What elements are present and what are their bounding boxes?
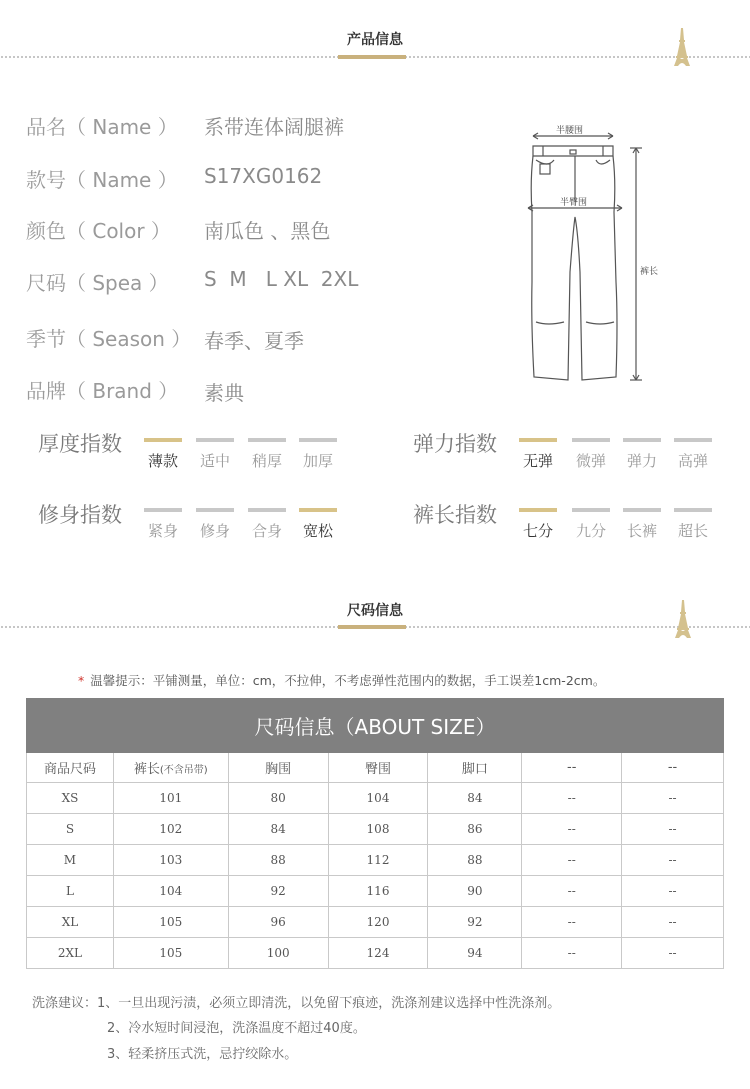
option-label: 薄款 (147, 452, 178, 470)
pants-diagram (518, 122, 678, 392)
option-label: 微弹 (575, 452, 606, 470)
option-label: 超长 (677, 522, 708, 540)
info-value-brand: 素典 (204, 381, 244, 405)
table-cell: -- (622, 938, 724, 969)
table-cell: -- (522, 907, 622, 938)
col-header-note: (不含吊带) (159, 765, 208, 776)
table-cell: 105 (113, 938, 228, 969)
table-row (27, 814, 724, 845)
table-row (27, 907, 724, 938)
info-value-season: 春季、夏季 (204, 329, 304, 353)
option-bar (248, 508, 286, 512)
table-cell: 2XL (27, 938, 114, 969)
option-bar (196, 438, 234, 442)
info-label-size: 尺码（ Spea ） (26, 271, 169, 295)
table-row (27, 876, 724, 907)
option-bar (196, 508, 234, 512)
index-option (622, 508, 662, 541)
index-option (195, 508, 235, 541)
index-title: 修身指数 (38, 503, 122, 527)
table-cell: 103 (113, 845, 228, 876)
index-option (622, 438, 662, 471)
option-label: 弹力 (626, 452, 657, 470)
length-label: 裤长 (640, 267, 659, 277)
table-cell: 86 (428, 814, 522, 845)
index-option (298, 508, 338, 541)
index-option (673, 438, 713, 471)
option-bar (623, 508, 661, 512)
col-header: 商品尺码 (27, 753, 114, 783)
option-bar (519, 508, 557, 512)
option-label: 适中 (199, 452, 230, 470)
gold-underline (338, 55, 406, 59)
index-option (143, 508, 183, 541)
index-title: 裤长指数 (413, 503, 497, 527)
table-cell: L (27, 876, 114, 907)
notice-text: 温馨提示：平铺测量，单位：cm，不拉伸，不考虑弹性范围内的数据，手工误差1cm-2cm。 (90, 673, 606, 688)
option-label: 长裤 (626, 522, 657, 540)
table-cell: 104 (328, 783, 428, 814)
col-header: -- (522, 753, 622, 783)
option-label: 稍厚 (251, 452, 282, 470)
index-option (143, 438, 183, 471)
table-cell: 84 (228, 814, 328, 845)
option-label: 紧身 (147, 522, 178, 540)
option-bar (674, 438, 712, 442)
option-label: 修身 (199, 522, 230, 540)
table-cell: 96 (228, 907, 328, 938)
table-title-row (27, 699, 724, 753)
index-title: 厚度指数 (38, 432, 122, 456)
option-bar (144, 508, 182, 512)
table-cell: 112 (328, 845, 428, 876)
info-value-name: 系带连体阔腿裤 (204, 115, 344, 139)
option-bar (674, 508, 712, 512)
option-bar (299, 438, 337, 442)
gold-underline (338, 625, 406, 629)
table-cell: 100 (228, 938, 328, 969)
index-option (571, 438, 611, 471)
info-value-style: S17XG0162 (204, 164, 323, 188)
col-header: -- (622, 753, 724, 783)
option-label: 七分 (522, 522, 553, 540)
index-option (571, 508, 611, 541)
table-cell: 92 (228, 876, 328, 907)
option-bar (572, 438, 610, 442)
table-cell: S (27, 814, 114, 845)
option-label: 宽松 (302, 522, 333, 540)
info-value-size: S M L XL 2XL (204, 267, 359, 291)
option-bar (248, 438, 286, 442)
table-row (27, 783, 724, 814)
option-bar (623, 438, 661, 442)
option-bar (572, 508, 610, 512)
option-label: 无弹 (522, 452, 553, 470)
index-title: 弹力指数 (413, 432, 497, 456)
index-option (247, 508, 287, 541)
option-label: 合身 (251, 522, 282, 540)
table-cell: -- (622, 783, 724, 814)
table-cell: XL (27, 907, 114, 938)
info-value-color: 南瓜色 、黑色 (204, 219, 331, 243)
hip-label: 半臀围 (560, 198, 588, 208)
wash-line-1: 洗涤建议：1、一旦出现污渍，必须立即清洗，以免留下痕迹，洗涤剂建议选择中性洗涤剂。 (32, 996, 561, 1011)
col-header (113, 753, 228, 783)
table-cell: M (27, 845, 114, 876)
table-cell: 105 (113, 907, 228, 938)
table-cell: -- (522, 938, 622, 969)
table-cell: 120 (328, 907, 428, 938)
option-label: 加厚 (302, 452, 333, 470)
option-bar (144, 438, 182, 442)
col-header-text: 裤长 (133, 762, 160, 777)
size-info-header (0, 592, 750, 652)
size-table (26, 698, 724, 969)
table-cell: 90 (428, 876, 522, 907)
info-label-brand: 品牌（ Brand ） (26, 379, 179, 403)
info-label-season: 季节（ Season ） (26, 327, 192, 351)
option-label: 高弹 (677, 452, 708, 470)
table-cell: 101 (113, 783, 228, 814)
col-header: 脚口 (428, 753, 522, 783)
asterisk-icon: * (78, 673, 85, 688)
info-label-name: 品名（ Name ） (26, 115, 178, 139)
table-cell: -- (522, 814, 622, 845)
table-cell: -- (522, 876, 622, 907)
table-cell: -- (522, 845, 622, 876)
table-row (27, 845, 724, 876)
table-cell: -- (622, 876, 724, 907)
table-cell: XS (27, 783, 114, 814)
table-cell: 88 (428, 845, 522, 876)
info-label-style: 款号（ Name ） (26, 168, 178, 192)
table-cell: -- (622, 845, 724, 876)
index-option (518, 508, 558, 541)
index-option (195, 438, 235, 471)
table-cell: -- (522, 783, 622, 814)
table-cell: 116 (328, 876, 428, 907)
table-row (27, 938, 724, 969)
option-bar (519, 438, 557, 442)
table-cell: 104 (113, 876, 228, 907)
eiffel-tower-icon (673, 594, 693, 638)
table-cell: 80 (228, 783, 328, 814)
index-option (247, 438, 287, 471)
table-cell: -- (622, 814, 724, 845)
col-header: 胸围 (228, 753, 328, 783)
wash-line-2: 2、冷水短时间浸泡，洗涤温度不超过40度。 (107, 1021, 366, 1036)
section-title: 尺码信息 (347, 603, 403, 619)
index-option (298, 438, 338, 471)
option-label: 九分 (575, 522, 606, 540)
table-cell: 88 (228, 845, 328, 876)
wash-line-3: 3、轻柔挤压式洗，忌拧绞除水。 (107, 1047, 298, 1062)
table-cell: 92 (428, 907, 522, 938)
table-header-row (27, 753, 724, 783)
eiffel-tower-icon (672, 22, 692, 66)
table-cell: 124 (328, 938, 428, 969)
table-title: 尺码信息（ABOUT SIZE） (27, 699, 724, 753)
option-bar (299, 508, 337, 512)
product-info-header (0, 22, 750, 82)
table-cell: 108 (328, 814, 428, 845)
measurement-notice (78, 671, 605, 689)
col-header: 臀围 (328, 753, 428, 783)
table-cell: 94 (428, 938, 522, 969)
table-cell: 84 (428, 783, 522, 814)
index-option (518, 438, 558, 471)
index-option (673, 508, 713, 541)
table-cell: 102 (113, 814, 228, 845)
waist-label: 半腰围 (556, 126, 584, 136)
info-label-color: 颜色（ Color ） (26, 219, 171, 243)
section-title: 产品信息 (347, 32, 403, 48)
table-cell: -- (622, 907, 724, 938)
